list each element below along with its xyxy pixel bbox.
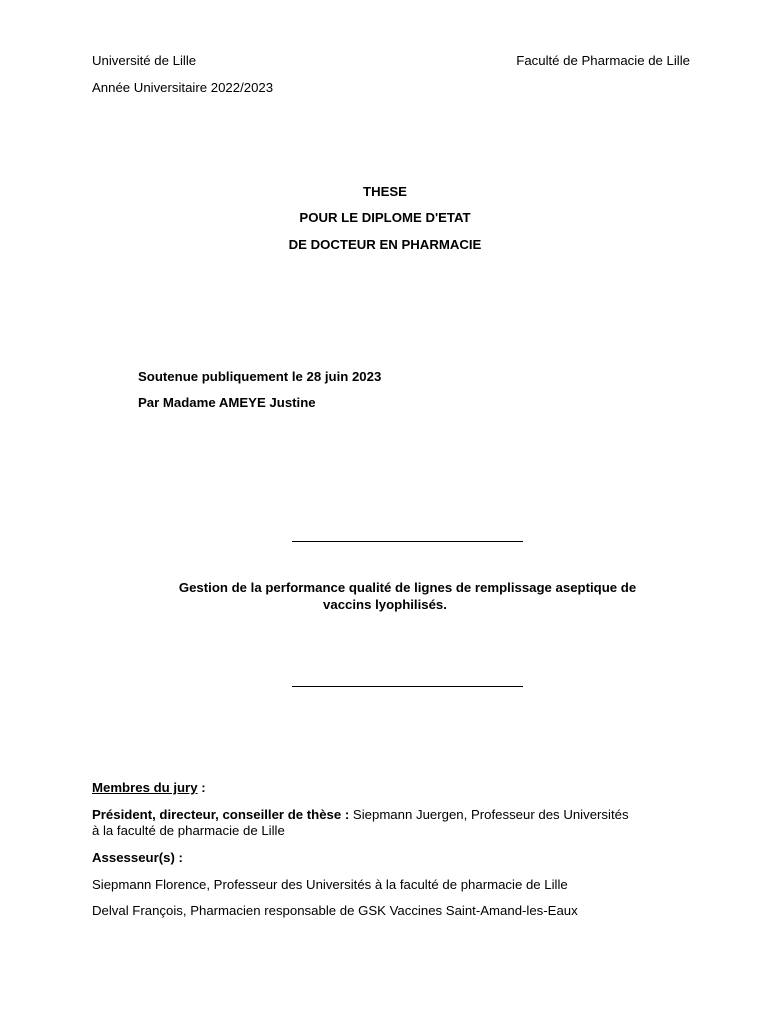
- thesis-title-line2: vaccins lyophilisés.: [323, 597, 447, 612]
- separator-top: [292, 541, 523, 542]
- jury-heading-text: Membres du jury: [92, 780, 198, 795]
- assessors-label: Assesseur(s) :: [92, 850, 183, 865]
- university-name: Université de Lille: [92, 53, 197, 68]
- jury-heading: [92, 780, 206, 795]
- thesis-label: THESE: [363, 184, 407, 199]
- jury-heading-colon: :: [197, 780, 206, 795]
- assessor-2: Delval François, Pharmacien responsable de GSK Vaccines Saint-Amand-les-Eaux: [92, 903, 578, 918]
- degree-label: DE DOCTEUR EN PHARMACIE: [288, 237, 482, 252]
- president-text: Siepmann Juergen, Professeur des Universités: [349, 807, 629, 822]
- assessor-1: Siepmann Florence, Professeur des Universités à la faculté de pharmacie de Lille: [92, 877, 568, 892]
- academic-year: Année Universitaire 2022/2023: [92, 80, 274, 95]
- thesis-title-line1: Gestion de la performance qualité de lignes de remplissage aseptique de: [178, 580, 637, 595]
- jury-president: [92, 807, 629, 822]
- diploma-label: POUR LE DIPLOME D'ETAT: [299, 210, 471, 225]
- defense-date: Soutenue publiquement le 28 juin 2023: [138, 369, 382, 384]
- jury-president-cont: à la faculté de pharmacie de Lille: [92, 823, 285, 838]
- separator-bottom: [292, 686, 523, 687]
- faculty-name: Faculté de Pharmacie de Lille: [516, 53, 690, 68]
- author-line: Par Madame AMEYE Justine: [138, 395, 316, 410]
- president-label: Président, directeur, conseiller de thèse :: [92, 807, 350, 822]
